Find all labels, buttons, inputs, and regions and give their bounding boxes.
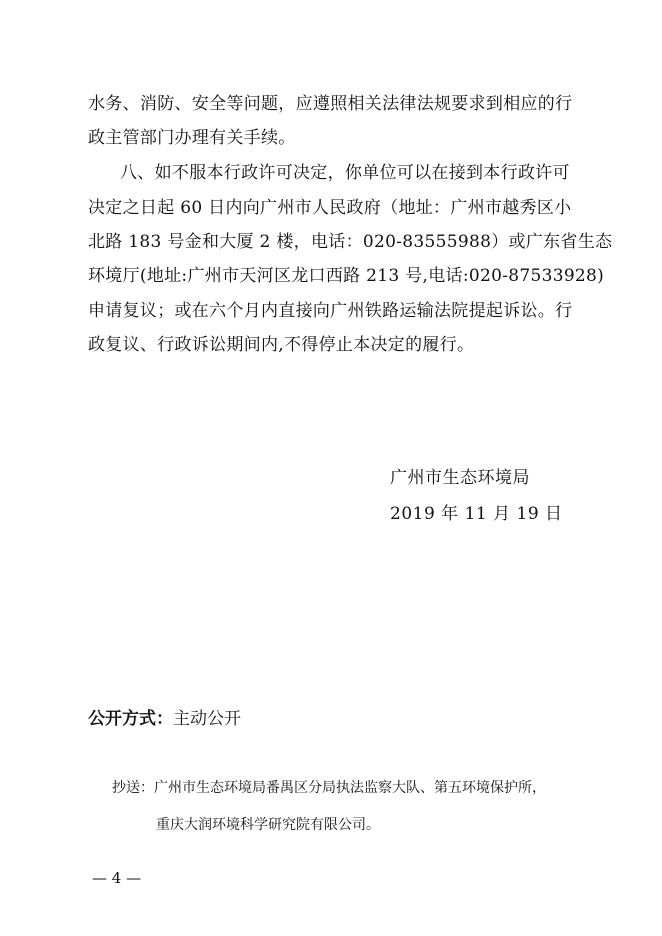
body-line-3: 八、如不服本行政许可决定，你单位可以在接到本行政许可 [120,163,570,183]
cc-recipients-2: 重庆大润环境科学研究院有限公司。 [156,817,380,833]
body-line-5: 北路 183 号金和大厦 2 楼，电话：020-83555988）或广东省生态 [88,232,613,252]
body-line-4: 决定之日起 60 日内向广州市人民政府（地址：广州市越秀区小 [88,198,572,218]
cc-label: 抄送： [112,780,154,796]
body-line-2: 政主管部门办理有关手续。 [88,128,296,148]
disclosure-label: 公开方式： [88,709,173,729]
body-line-8: 政复议、行政诉讼期间内,不得停止本决定的履行。 [88,335,475,355]
page-number: — 4 — [92,869,142,887]
body-line-6: 环境厅(地址:广州市天河区龙口西路 213 号,电话:020-87533928) [88,266,605,286]
cc-line-1 [112,778,546,798]
disclosure-value: 主动公开 [173,709,241,729]
signature-date: 2019 年 11 月 19 日 [390,504,563,524]
disclosure-method [88,707,241,731]
body-line-7: 申请复议；或在六个月内直接向广州铁路运输法院提起诉讼。行 [88,301,573,321]
signature-organization: 广州市生态环境局 [390,468,530,488]
cc-recipients-1: 广州市生态环境局番禺区分局执法监察大队、第五环境保护所， [154,780,546,796]
body-line-1: 水务、消防、安全等问题，应遵照相关法律法规要求到相应的行 [88,94,573,114]
